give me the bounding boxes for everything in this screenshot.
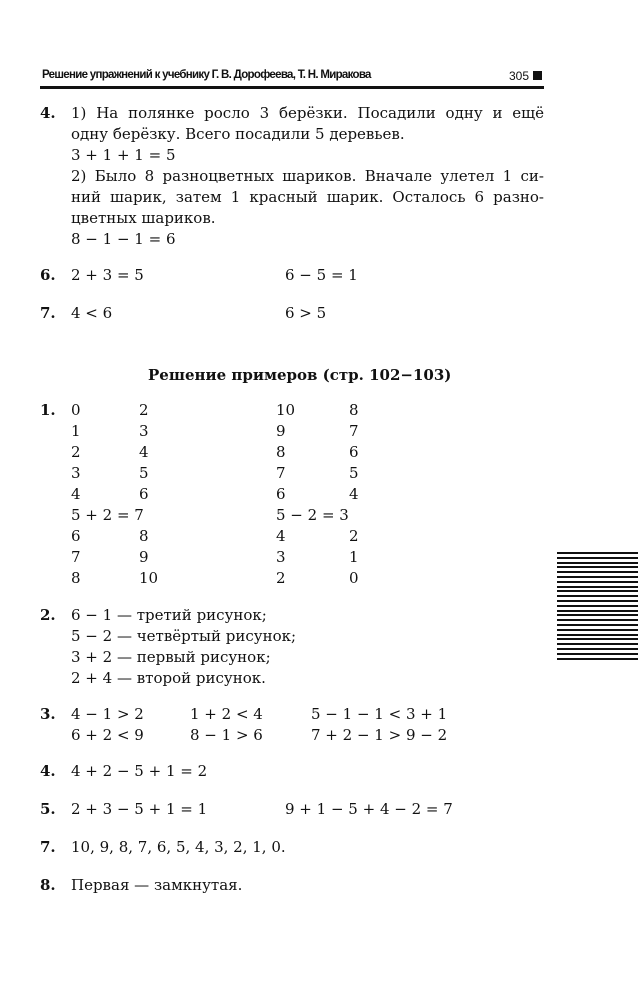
thumb-tab-stripe xyxy=(557,557,638,559)
thumb-tab-stripe xyxy=(557,552,638,554)
thumb-tab-stripe xyxy=(557,610,638,612)
thumb-tab-stripe xyxy=(557,562,638,564)
table-cell: 4 xyxy=(139,443,149,461)
comparison: 5 − 1 − 1 < 3 + 1 xyxy=(311,705,448,723)
expression: 4 < 6 xyxy=(71,304,113,322)
thumb-tab-stripe xyxy=(557,619,638,621)
expression: 6 > 5 xyxy=(285,304,327,322)
header-rule xyxy=(40,86,544,89)
thumb-tab-stripe xyxy=(557,624,638,626)
comparison: 1 + 2 < 4 xyxy=(190,705,263,723)
thumb-tab-stripe xyxy=(557,643,638,645)
exercise-line: цветных шариков. xyxy=(71,209,216,227)
comparison: 6 + 2 < 9 xyxy=(71,726,144,744)
exercise-number: 4. xyxy=(40,104,56,122)
thumb-tab-stripe xyxy=(557,605,638,607)
expression: 6 − 5 = 1 xyxy=(285,266,358,284)
table-cell: 5 xyxy=(349,464,359,482)
exercise-number: 4. xyxy=(40,762,56,780)
table-cell: 7 xyxy=(71,548,81,566)
table-cell: 6 xyxy=(71,527,81,545)
expression: 9 + 1 − 5 + 4 − 2 = 7 xyxy=(285,800,453,818)
thumb-tab-stripe xyxy=(557,576,638,578)
table-cell: 2 xyxy=(139,401,149,419)
exercise-line: 8 − 1 − 1 = 6 xyxy=(71,230,176,248)
comparison: 4 − 1 > 2 xyxy=(71,705,144,723)
thumb-tab-stripe xyxy=(557,634,638,636)
thumb-tab-stripe xyxy=(557,638,638,640)
table-cell: 5 + 2 = 7 xyxy=(71,506,144,524)
table-cell: 9 xyxy=(276,422,286,440)
exercise-line: одну берёзку. Всего посадили 5 деревьев. xyxy=(71,125,405,143)
table-cell: 4 xyxy=(276,527,286,545)
table-cell: 1 xyxy=(71,422,81,440)
table-cell: 1 xyxy=(349,548,359,566)
exercise-number: 3. xyxy=(40,705,56,723)
exercise-line: 3 + 2 — первый рисунок; xyxy=(71,648,271,666)
thumb-tab-stripe xyxy=(557,614,638,616)
thumb-tab-stripe xyxy=(557,600,638,602)
comparison: 7 + 2 − 1 > 9 − 2 xyxy=(311,726,448,744)
exercise-number: 7. xyxy=(40,838,56,856)
thumb-tab-stripe xyxy=(557,595,638,597)
table-cell: 7 xyxy=(276,464,286,482)
page-marker-square xyxy=(533,71,542,80)
thumb-tab-stripe xyxy=(557,629,638,631)
exercise-number: 6. xyxy=(40,266,56,284)
thumb-tab-stripe xyxy=(557,648,638,650)
exercise-number: 2. xyxy=(40,606,56,624)
exercise-number: 7. xyxy=(40,304,56,322)
table-cell: 3 xyxy=(276,548,286,566)
table-cell: 6 xyxy=(276,485,286,503)
table-cell: 0 xyxy=(349,569,359,587)
running-header-title: Решение упражнений к учебнику Г. В. Дорофеева, Т. Н. Миракова xyxy=(42,69,371,81)
expression: 2 + 3 − 5 + 1 = 1 xyxy=(71,800,208,818)
table-cell: 10 xyxy=(139,569,159,587)
comparison: 8 − 1 > 6 xyxy=(190,726,263,744)
expression: 2 + 3 = 5 xyxy=(71,266,144,284)
exercise-line: 2) Было 8 разноцветных шариков. Вначале улетел 1 си- xyxy=(71,167,544,185)
table-cell: 5 − 2 = 3 xyxy=(276,506,349,524)
thumb-tab-stripe xyxy=(557,590,638,592)
table-cell: 8 xyxy=(349,401,359,419)
table-cell: 7 xyxy=(349,422,359,440)
table-cell: 3 xyxy=(71,464,81,482)
exercise-number: 8. xyxy=(40,876,56,894)
section-heading: Решение примеров (стр. 102−103) xyxy=(148,366,452,384)
table-cell: 6 xyxy=(349,443,359,461)
table-cell: 9 xyxy=(139,548,149,566)
exercise-line: 5 − 2 — четвёртый рисунок; xyxy=(71,627,297,645)
thumb-tab-stripe xyxy=(557,658,638,660)
thumb-tab-stripe xyxy=(557,571,638,573)
thumb-tab-stripe xyxy=(557,653,638,655)
table-cell: 2 xyxy=(71,443,81,461)
exercise-line: 2 + 4 — второй рисунок. xyxy=(71,669,266,687)
thumb-tab-stripe xyxy=(557,586,638,588)
exercise-line: 1) На полянке росло 3 берёзки. Посадили одну и ещё xyxy=(71,104,544,122)
page-number: 305 xyxy=(509,69,530,83)
thumb-index-tab xyxy=(557,552,638,662)
number-sequence: 10, 9, 8, 7, 6, 5, 4, 3, 2, 1, 0. xyxy=(71,838,286,856)
table-cell: 8 xyxy=(276,443,286,461)
exercise-number: 5. xyxy=(40,800,56,818)
exercise-line: ний шарик, затем 1 красный шарик. Осталось 6 разно- xyxy=(71,188,544,206)
table-cell: 6 xyxy=(139,485,149,503)
table-cell: 2 xyxy=(276,569,286,587)
expression: 4 + 2 − 5 + 1 = 2 xyxy=(71,762,208,780)
exercise-number: 1. xyxy=(40,401,56,419)
table-cell: 5 xyxy=(139,464,149,482)
exercise-line: 6 − 1 — третий рисунок; xyxy=(71,606,267,624)
table-cell: 3 xyxy=(139,422,149,440)
thumb-tab-stripe xyxy=(557,581,638,583)
answer-text: Первая — замкнутая. xyxy=(71,876,243,894)
table-cell: 4 xyxy=(349,485,359,503)
table-cell: 8 xyxy=(71,569,81,587)
table-cell: 2 xyxy=(349,527,359,545)
thumb-tab-stripe xyxy=(557,566,638,568)
table-cell: 10 xyxy=(276,401,296,419)
table-cell: 8 xyxy=(139,527,149,545)
table-cell: 4 xyxy=(71,485,81,503)
exercise-line: 3 + 1 + 1 = 5 xyxy=(71,146,176,164)
table-cell: 0 xyxy=(71,401,81,419)
